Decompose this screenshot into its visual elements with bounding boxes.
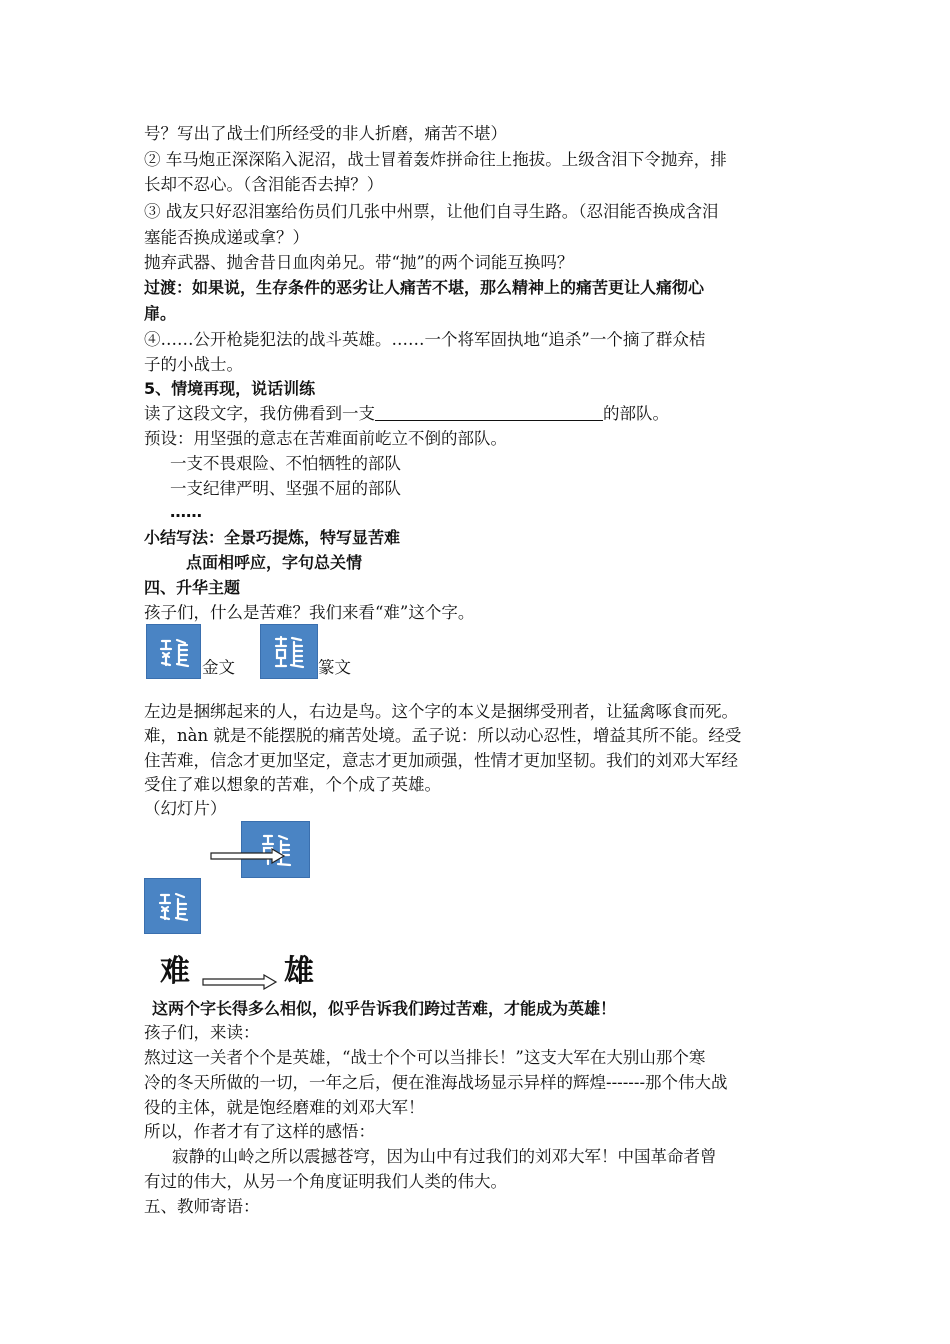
right-arrow-icon	[210, 848, 286, 864]
text-line: 寂静的山岭之所以震撼苍穹，因为山中有过我们的刘邓大军！中国革命者曾	[172, 1147, 717, 1166]
zhuanwen-nan-glyph-drawing	[272, 634, 306, 670]
big-character-xiong: 雄	[284, 954, 314, 989]
text-line: 预设：用坚强的意志在苦难面前屹立不倒的部队。	[144, 429, 507, 448]
section-heading: 5、情境再现，说话训练	[144, 379, 316, 398]
text-line: ② 车马炮正深深陷入泥沼，战士冒着轰炸拼命往上拖拔。上级含泪下令抛弃，排	[144, 150, 727, 169]
big-character-nan: 难	[160, 954, 190, 989]
text-line: 熬过这一关者个个是英雄，“战士个个可以当排长！”这支大军在大别山那个寒	[144, 1048, 706, 1067]
text-line: 抛弃武器、抛舍昔日血肉弟兄。带“抛”的两个词能互换吗？	[144, 253, 574, 272]
text-line: 孩子们，来读：	[144, 1023, 260, 1042]
text-line: 塞能否换成递或拿？）	[144, 228, 309, 247]
jinwen-nan-glyph-drawing	[157, 635, 191, 669]
glyph-caption: 金文	[202, 658, 235, 677]
text-line: 所以，作者才有了这样的感悟：	[144, 1122, 375, 1141]
jinwen-nan-glyph	[146, 624, 201, 679]
text-line: 号？写出了战士们所经受的非人折磨，痛苦不堪）	[144, 124, 507, 143]
slide-nan-glyph-drawing	[156, 889, 190, 923]
summary-line: 点面相呼应，字句总关情	[186, 553, 363, 572]
text-line: 住苦难，信念才更加坚定，意志才更加顽强，性情才更加坚韧。我们的刘邓大军经	[144, 751, 738, 770]
text-line: ③ 战友只好忍泪塞给伤员们几张中州票，让他们自寻生路。（忍泪能否换成含泪	[144, 202, 719, 221]
text-line: 长却不忍心。（含泪能否去掉？）	[144, 175, 384, 194]
right-arrow-icon	[202, 974, 278, 990]
text-line: 左边是捆绑起来的人，右边是鸟。这个字的本义是捆绑受刑者，让猛禽啄食而死。	[144, 702, 738, 721]
fill-blank-suffix: 的部队。	[603, 404, 669, 423]
section-heading: 五、教师寄语：	[144, 1197, 260, 1216]
section-heading: 四、升华主题	[144, 578, 241, 597]
glyph-caption: 篆文	[318, 658, 351, 677]
fill-blank-line	[144, 402, 669, 426]
text-line: 受住了难以想象的苦难，个个成了英雄。	[144, 775, 441, 794]
key-sentence: 这两个字长得多么相似，似乎告诉我们跨过苦难，才能成为英雄！	[152, 999, 617, 1018]
text-line: 冷的冬天所做的一切，一年之后，便在淮海战场显示异样的辉煌-------那个伟大战	[144, 1073, 728, 1092]
summary-heading: 小结写法：全景巧提炼，特写显苦难	[144, 528, 401, 547]
slide-note: （幻灯片）	[144, 799, 227, 818]
slide-nan-glyph	[144, 878, 201, 934]
text-line: ④……公开枪毙犯法的战斗英雄。……一个将军固执地“追杀”一个摘了群众桔	[144, 330, 706, 349]
text-line: 一支不畏艰险、不怕牺牲的部队	[170, 454, 401, 473]
blank-underline	[375, 402, 603, 421]
text-line: 有过的伟大，从另一个角度证明我们人类的伟大。	[144, 1172, 507, 1191]
transition-paragraph: 扉。	[144, 304, 177, 323]
transition-paragraph: 过渡：如果说，生存条件的恶劣让人痛苦不堪，那么精神上的痛苦更让人痛彻心	[144, 278, 705, 297]
fill-blank-prefix: 读了这段文字，我仿佛看到一支	[144, 404, 375, 423]
text-line: 孩子们，什么是苦难？我们来看“难”这个字。	[144, 603, 475, 622]
text-line: 子的小战士。	[144, 355, 243, 374]
zhuanwen-nan-glyph	[260, 624, 318, 679]
ellipsis: ……	[170, 502, 202, 521]
text-line: 一支纪律严明、坚强不屈的部队	[170, 479, 401, 498]
text-line: 役的主体，就是饱经磨难的刘邓大军！	[144, 1098, 425, 1117]
text-line: 难，nàn 就是不能摆脱的痛苦处境。孟子说：所以动心忍性，增益其所不能。经受	[144, 726, 742, 745]
